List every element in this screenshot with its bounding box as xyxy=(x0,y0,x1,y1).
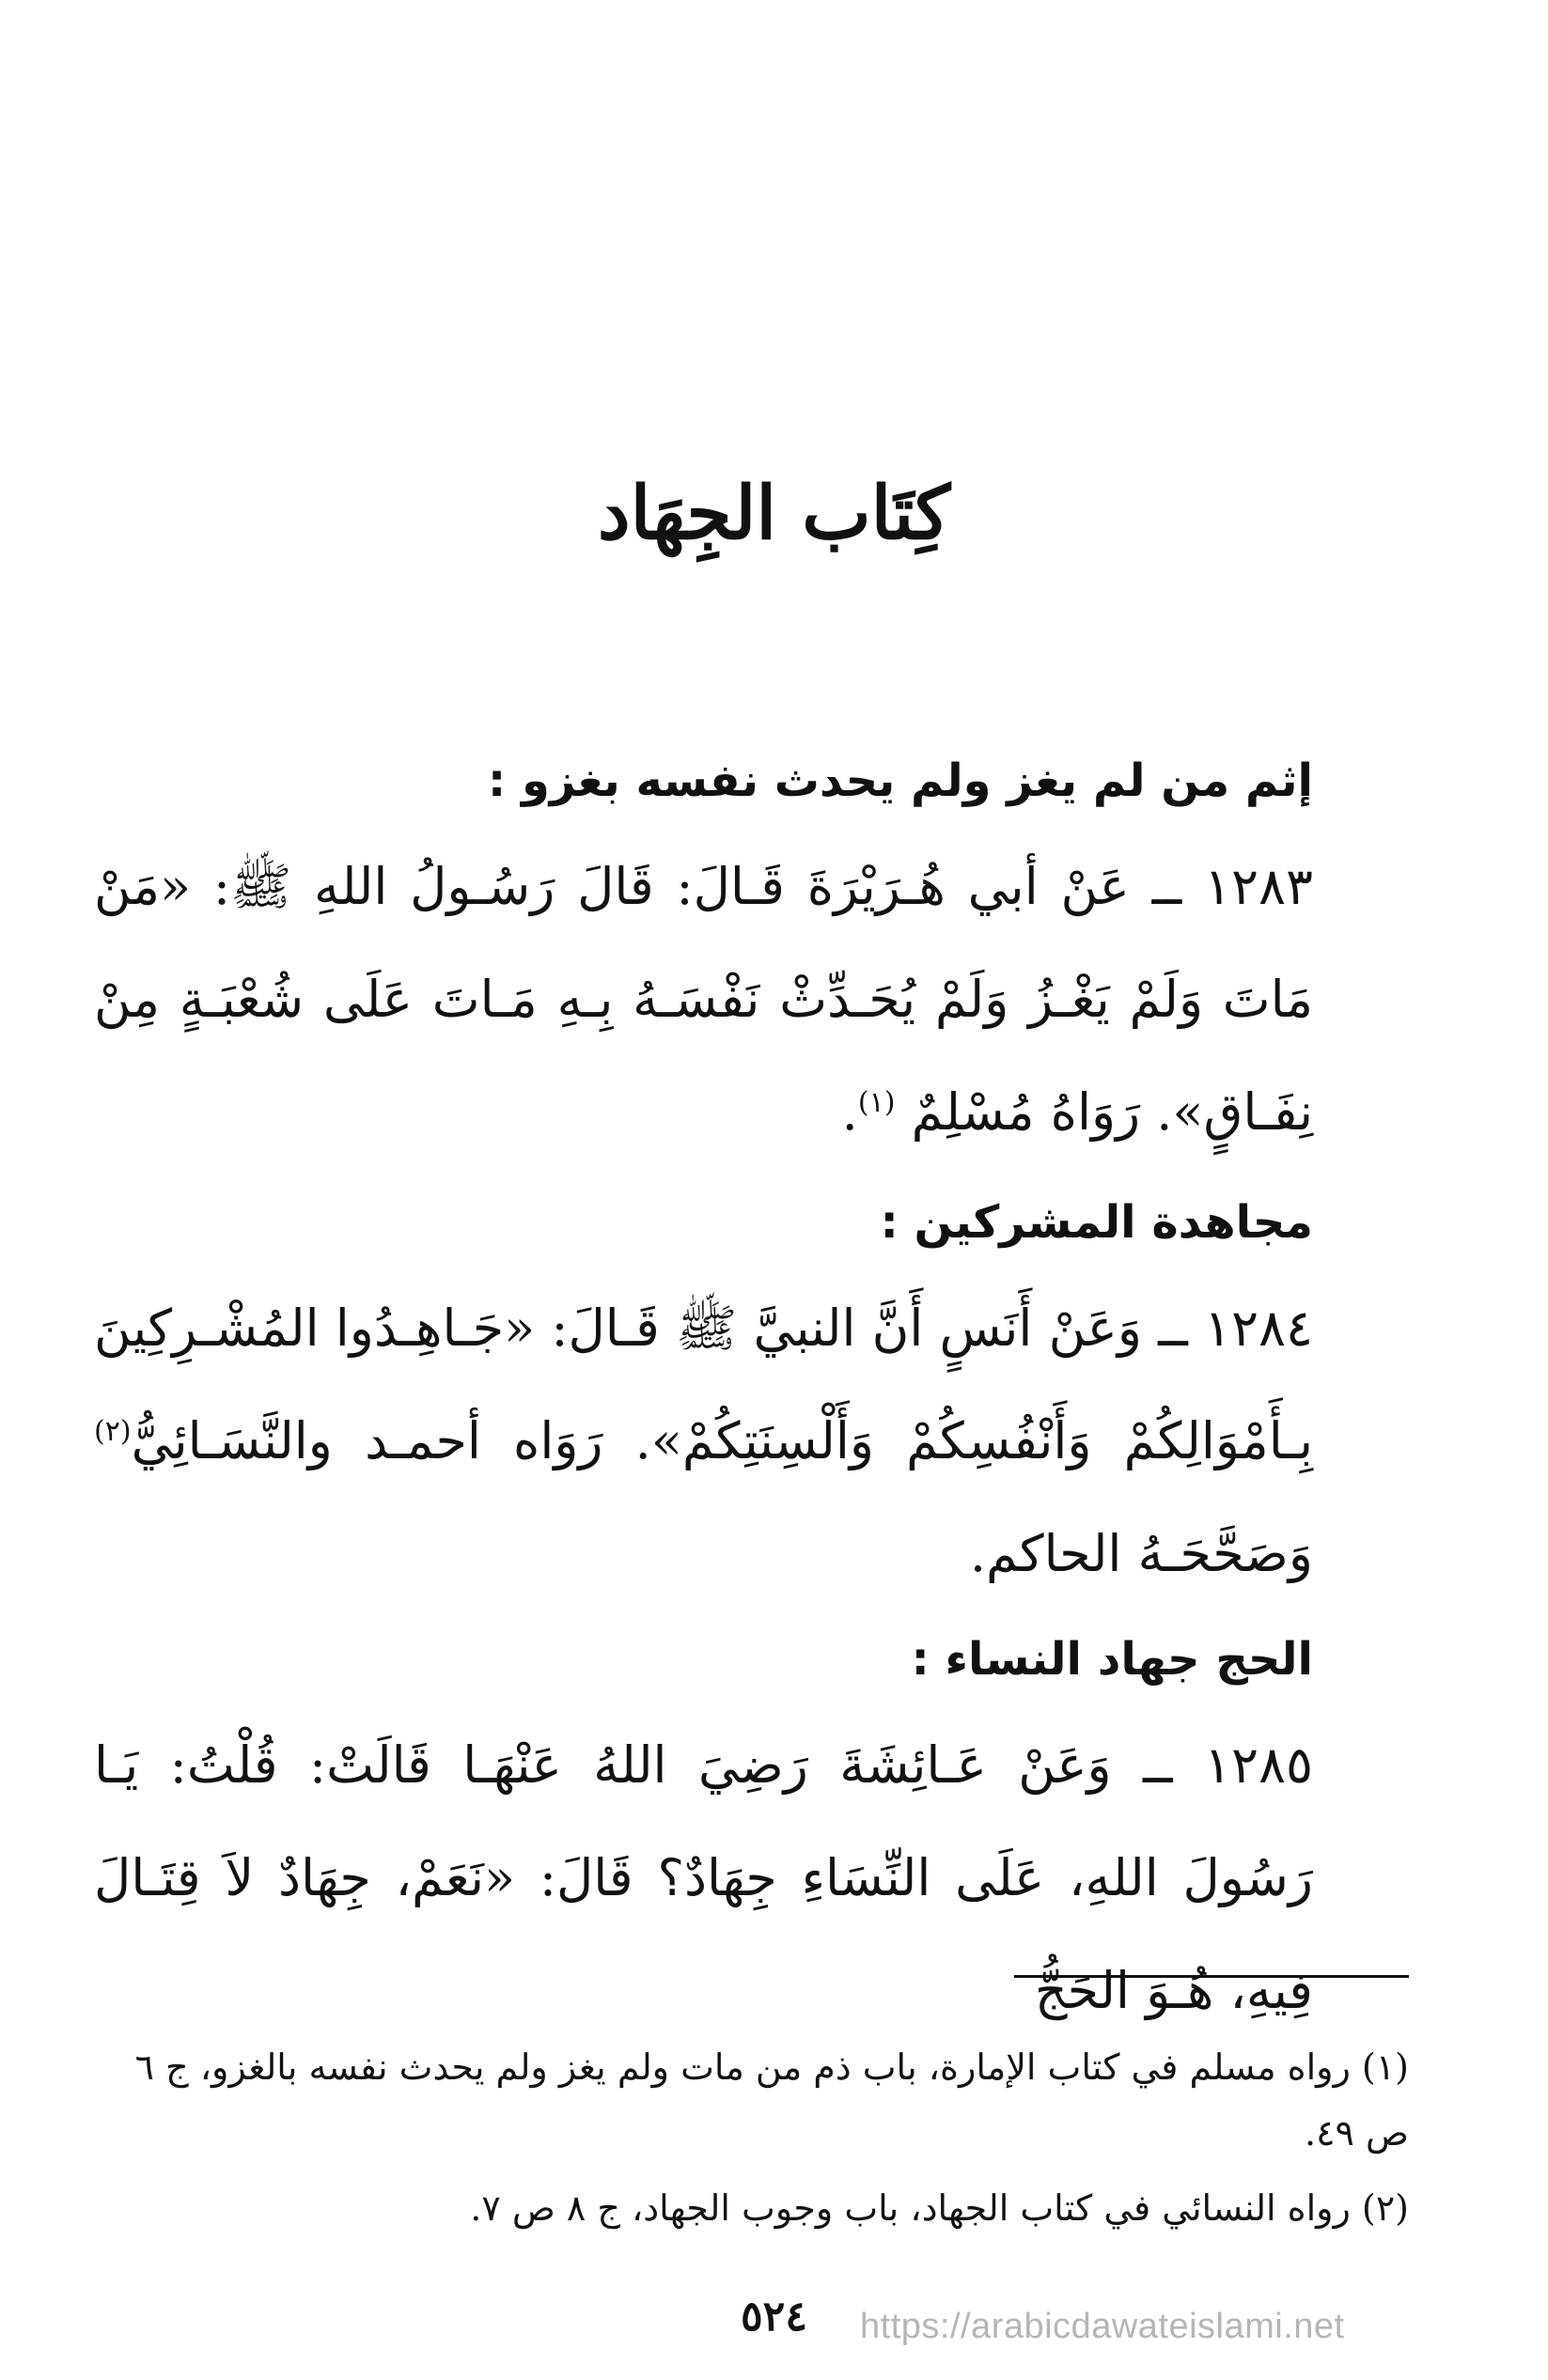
section-1-heading: إثم من لم يغز ولم يحدث نفسه بغزو : xyxy=(488,754,1313,807)
hadith-1285 xyxy=(94,1709,1313,2047)
footnote-ref-1[interactable]: (١) xyxy=(857,1086,896,1120)
hadith-1284 xyxy=(94,1272,1313,1610)
hadith-1284-end: وَصَحَّحَـهُ الحاكم. xyxy=(969,1524,1313,1584)
watermark-url: https://arabicdawateislami.net xyxy=(860,2307,1345,2346)
footnotes xyxy=(94,2034,1409,2250)
hadith-1283 xyxy=(94,831,1313,1169)
section-1 xyxy=(94,752,1313,1169)
page-number: ٥٢٤ xyxy=(741,2293,807,2341)
section-2-heading: مجاهدة المشركين : xyxy=(880,1196,1313,1249)
chapter-title: كِتَاب الجِهَاد xyxy=(597,471,951,556)
section-2 xyxy=(94,1193,1313,1610)
footnote-1: (١) رواه مسلم في كتاب الإمارة، باب ذم من مات ولم يغز ولم يحدث نفسه بالغزو، ج ٦ ص ٤٩. xyxy=(134,2046,1409,2154)
footnote-2: (٢) رواه النسائي في كتاب الجهاد، باب وجوب الجهاد، ج ٨ ص ٧. xyxy=(470,2187,1409,2229)
hadith-1283-text: ١٢٨٣ ــ عَنْ أبي هُـرَيْرَةَ قَـالَ: قَالَ رَسُـولُ اللهِ ﷺ: «مَنْ مَاتَ وَلَمْ يَغْـزُ وَلَمْ يُحَـدِّثْ نَفْسَـهُ بِـهِ مَـاتَ عَلَى شُعْبَـةٍ مِنْ نِفَـاقٍ». رَوَاهُ مُسْلِمٌ xyxy=(94,857,1313,1143)
hadith-1284-text: ١٢٨٤ ــ وَعَنْ أَنَسٍ أَنَّ النبيَّ ﷺ قَـالَ: «جَـاهِـدُوا المُشْـرِكِينَ بِـأَمْوَالِكُمْ وَأَنْفُسِكُمْ وَأَلْسِنَتِكُمْ». رَوَاه أحمـد والنَّسَـائِيُّ xyxy=(94,1299,1313,1471)
hadith-1285-text: ١٢٨٥ ــ وَعَنْ عَـائِشَةَ رَضِيَ اللهُ عَنْهَـا قَالَتْ: قُلْتُ: يَـا رَسُولَ اللهِ، عَلَى النِّسَاءِ جِهَادٌ؟ قَالَ: «نَعَمْ، جِهَادٌ لاَ قِتَـالَ فِيهِ، هُـوَ الحَجُّ xyxy=(94,1735,1313,2021)
footnote-divider xyxy=(1014,1975,1409,1978)
hadith-1283-end: . xyxy=(841,1082,858,1143)
section-3-heading: الحج جهاد النساء : xyxy=(911,1633,1313,1686)
section-3 xyxy=(94,1630,1313,2047)
footnote-ref-2[interactable]: (٢) xyxy=(94,1415,132,1449)
